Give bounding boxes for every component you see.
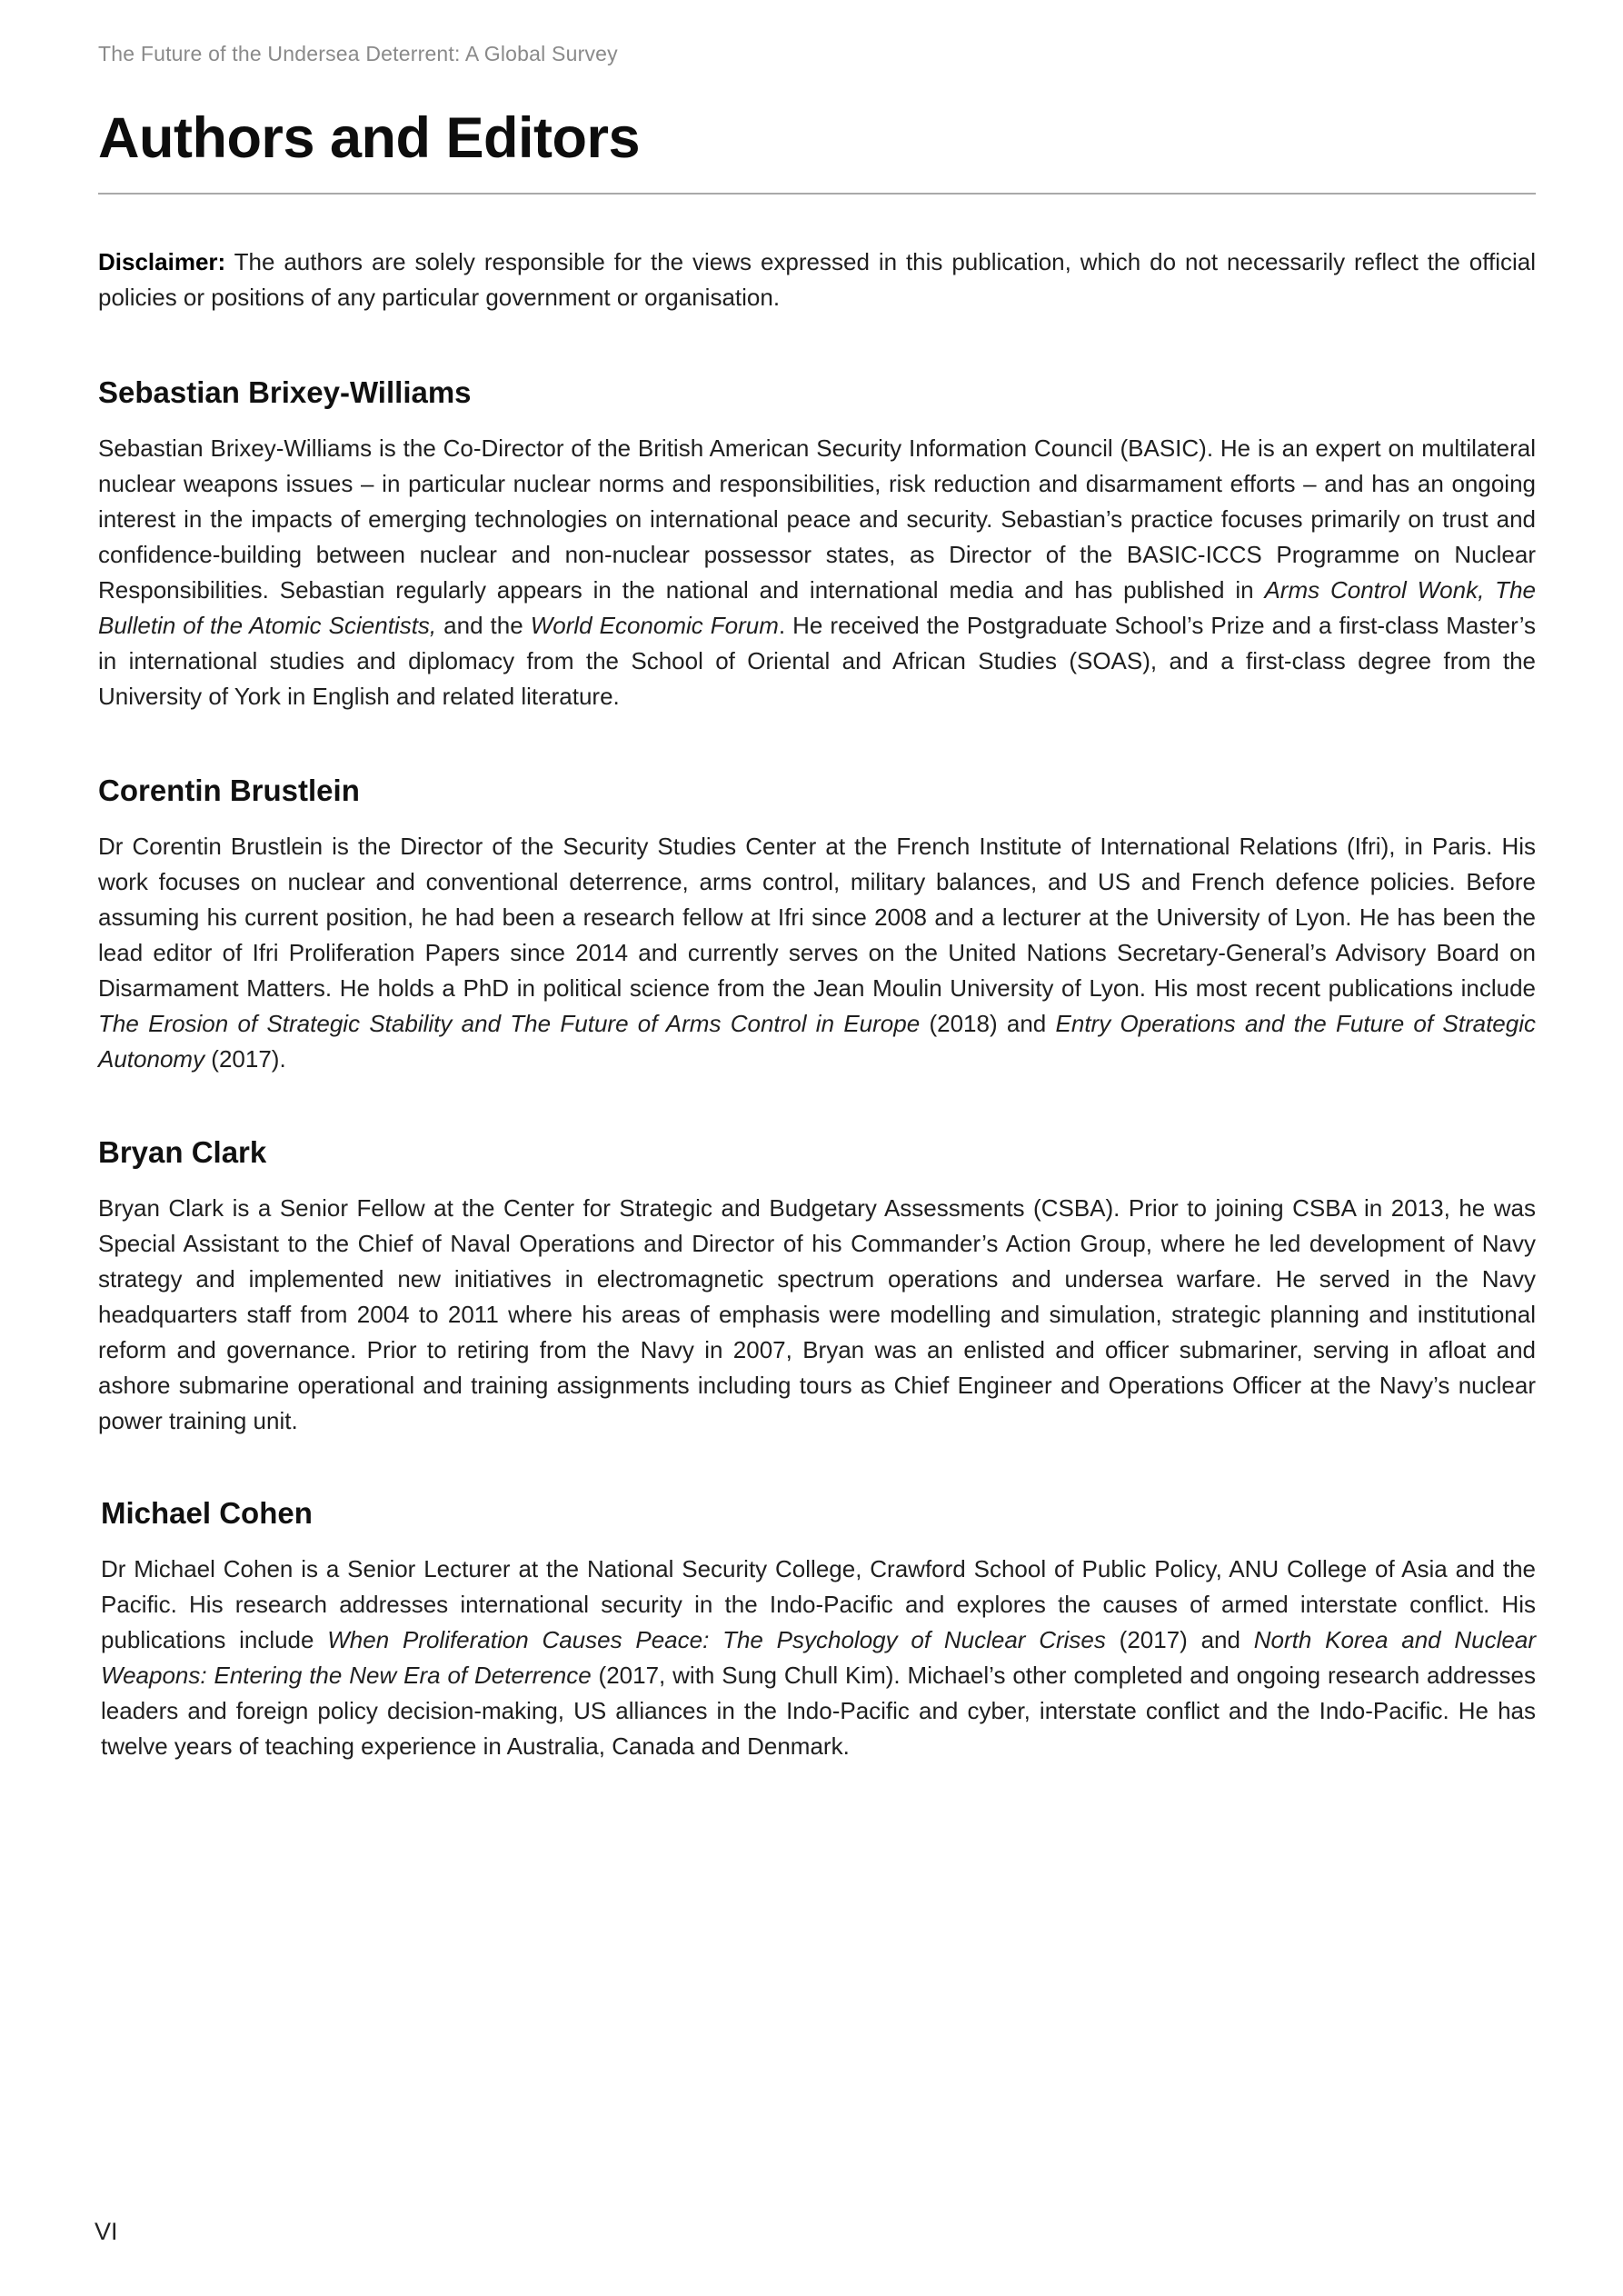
publication-title: North Korea and Nuclear Weapons: Entering the New Era of Deterrence <box>101 1626 1536 1689</box>
title-divider <box>98 193 1536 195</box>
disclaimer-text: The authors are solely responsible for the views expressed in this publication, which do not necessarily reflect the official policies or positions of any particular government or organisation. <box>98 248 1536 311</box>
bio-text: Sebastian Brixey-Williams is the Co-Director of the British American Security Information Council (BASIC). He is an expert on multilateral nuclear weapons issues – in particular nuclear norms and responsibilities, risk reduction and disarmament efforts – and has an ongoing interest in the impacts of emerging technologies on international peace and security. Sebastian’s practice focuses primarily on trust and confidence-building between nuclear and non-nuclear possessor states, as Director of the BASIC-ICCS Programme on Nuclear Responsibilities. Sebastian regularly appears in the national and international media and has published in <box>98 434 1536 604</box>
publication-title: When Proliferation Causes Peace: The Psychology of Nuclear Crises <box>327 1626 1106 1653</box>
author-bio <box>101 1552 1536 1764</box>
author-entry-brixey-williams <box>98 374 1536 714</box>
bio-text: (2017). <box>204 1045 286 1073</box>
bio-text: (2017) and <box>1105 1626 1254 1653</box>
bio-text: and the <box>436 612 531 639</box>
author-bio <box>98 431 1536 714</box>
publication-title: Arms Control Wonk, The Bulletin of the Atomic Scientists, <box>98 576 1536 639</box>
author-entry-brustlein <box>98 773 1536 1077</box>
publication-title: The Erosion of Strategic Stability and The Future of Arms Control in Europe <box>98 1010 921 1037</box>
page-number: VI <box>95 2218 118 2245</box>
publication-title: Entry Operations and the Future of Strategic Autonomy <box>98 1010 1536 1073</box>
author-name: Bryan Clark <box>98 1135 267 1169</box>
bio-text: Dr Corentin Brustlein is the Director of the Security Studies Center at the French Institute of International Relations (Ifri), in Paris. His work focuses on nuclear and conventional deterrence, arms control, military balances, and US and French defence policies. Before assuming his current position, he had been a research fellow at Ifri since 2008 and a lecturer at the University of Lyon. He has been the lead editor of Ifri Proliferation Papers since 2014 and currently serves on the United Nations Secretary-General’s Advisory Board on Disarmament Matters. He holds a PhD in political science from the Jean Moulin University of Lyon. His most recent publications include <box>98 833 1536 1002</box>
page-title: Authors and Editors <box>98 106 641 170</box>
bio-text: Bryan Clark is a Senior Fellow at the Center for Strategic and Budgetary Assessments (CSBA). Prior to joining CSBA in 2013, he was Special Assistant to the Chief of Naval Operations and Director of his Commander’s Action Group, where he led development of Navy strategy and implemented new initiatives in electromagnetic spectrum operations and undersea warfare. He served in the Navy headquarters staff from 2004 to 2011 where his areas of emphasis were modelling and simulation, strategic planning and institutional reform and governance. Prior to retiring from the Navy in 2007, Bryan was an enlisted and officer submariner, serving in afloat and ashore submarine operational and training assignments including tours as Chief Engineer and Operations Officer at the Navy’s nuclear power training unit. <box>98 1194 1536 1434</box>
author-name: Corentin Brustlein <box>98 774 360 807</box>
bio-text: (2017, with Sung Chull Kim). Michael’s other completed and ongoing research addresses leaders and foreign policy decision-making, US alliances in the Indo-Pacific and cyber, interstate conflict and the Indo-Pacific. He has twelve years of teaching experience in Australia, Canada and Denmark. <box>101 1662 1536 1760</box>
author-name: Michael Cohen <box>101 1496 313 1530</box>
author-entry-clark <box>98 1134 1536 1439</box>
author-name: Sebastian Brixey-Williams <box>98 375 472 409</box>
bio-text: Dr Michael Cohen is a Senior Lecturer at the National Security College, Crawford School of Public Policy, ANU College of Asia and the Pacific. His research addresses international security in the Indo-Pacific and explores the causes of armed interstate conflict. His publications include <box>101 1555 1536 1653</box>
running-head: The Future of the Undersea Deterrent: A Global Survey <box>98 42 618 65</box>
bio-text: . He received the Postgraduate School’s Prize and a first-class Master’s in international studies and diplomacy from the School of Oriental and African Studies (SOAS), and a first-class degree from the University of York in English and related literature. <box>98 612 1536 710</box>
disclaimer-label: Disclaimer: <box>98 248 226 275</box>
author-entry-cohen <box>101 1495 1536 1764</box>
bio-text: (2018) and <box>920 1010 1056 1037</box>
author-bio <box>98 1191 1536 1439</box>
author-bio <box>98 829 1536 1077</box>
disclaimer <box>98 245 1536 315</box>
publication-title: World Economic Forum <box>530 612 779 639</box>
